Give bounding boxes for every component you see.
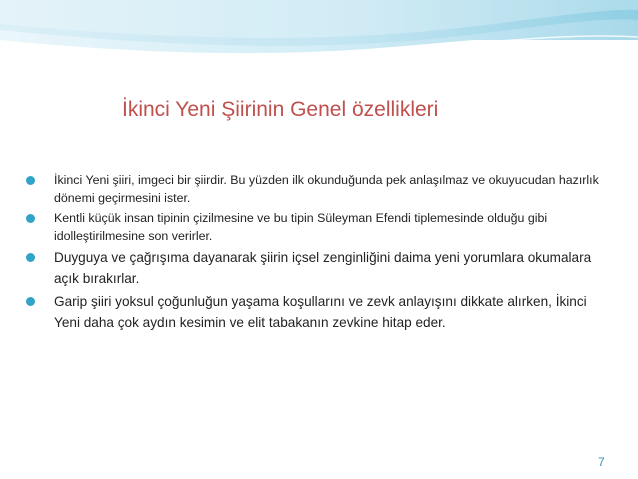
list-item — [26, 247, 612, 289]
bullet-icon — [26, 214, 35, 223]
bullet-icon — [26, 253, 35, 262]
page-number: 7 — [598, 455, 605, 469]
bullet-text: Garip şiiri yoksul çoğunluğun yaşama koşullarını ve zevk anlayışını dikkate alırken, İkinci Yeni daha çok aydın kesimin ve elit tabakanın zevkine hitap eder. — [54, 294, 587, 330]
list-item — [26, 291, 612, 333]
bullet-icon — [26, 176, 35, 185]
bullet-text: Duyguya ve çağrışıma dayanarak şiirin içsel zenginliğini daima yeni yorumlara okumalara açık bırakırlar. — [54, 250, 592, 286]
bullet-text: İkinci Yeni şiiri, imgeci bir şiirdir. Bu yüzden ilk okunduğunda pek anlaşılmaz ve okuyucudan hazırlık dönemi geçirmesini ister. — [54, 173, 599, 205]
list-item — [26, 209, 612, 245]
bullet-list — [26, 171, 612, 335]
slide-title: İkinci Yeni Şiirinin Genel özellikleri — [122, 98, 439, 121]
list-item — [26, 171, 612, 207]
bullet-text: Kentli küçük insan tipinin çizilmesine ve bu tipin Süleyman Efendi tiplemesinde olduğu gibi idolleştirilmesine son verirler. — [54, 211, 548, 243]
bullet-icon — [26, 297, 35, 306]
header-wave-decoration — [0, 0, 638, 62]
